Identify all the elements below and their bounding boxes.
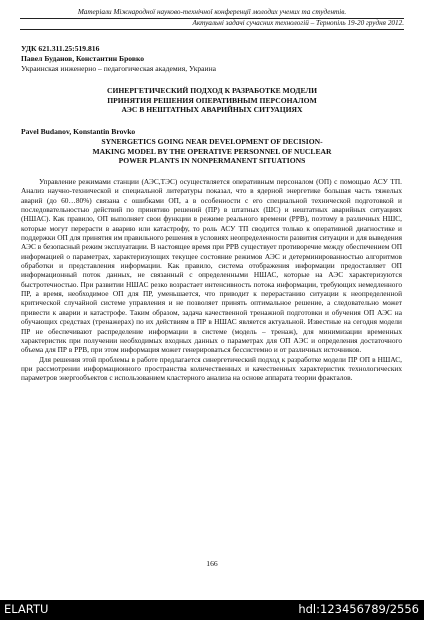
affiliation: Украинская инженерно – педагогическая академия, Украина [21, 64, 217, 73]
authors-en: Pavel Budanov, Konstantin Brovko [21, 127, 136, 136]
title-en-line: POWER PLANTS IN NONPERMANENT SITUATIONS [118, 156, 306, 166]
repository-footer-bar [0, 600, 424, 620]
title-en-line: MAKING MODEL BY THE OPERATIVE PERSONNEL OF NUCLEAR [92, 146, 332, 156]
handle-id[interactable]: hdl:123456789/2556 [298, 602, 419, 616]
title-ru-line: АЭС В НЕШТАТНЫХ АВАРИЙНЫХ СИТУАЦИЯХ [121, 105, 303, 115]
body-paragraph: Управление режимами станции (АЭС,ТЭС) осуществляется оперативным персоналом (ОП) с помощью АСУ ТП. Анализ научно-технической и специальной литературы показал, что в ядерной энергетике большая часть тяжелых аварий (до 60…80%) связана с ошибками ОП, а в особенности с его специальной технической подготовкой и последовательностью действий по принятию решений (ПР) в штатных (ШС) и нештатных аварийных ситуациях (НШАС). Как правило, ОП выполняет свои функции в режиме реального времени (РРВ), поэтому в различных НШС, которые могут перерасти в аварию или катастрофу, то роль АСУ ТП сводится только к оперативной диагностике и поддержки ОП для принятия им правильного решения в условиях неопределенности развития ситуации и для выведения АЭС в безопасный режим эксплуатации. В настоящее время при РРВ существует противоречие между обеспечением ОП информацией о параметрах, характеризующих текущее состояние режимов АЭС и детерминированностью алгоритмов обработки и представления информации. Как правило, система отображения информации предоставляет ОП информационный поток данных, не связанный с определенными НШАС, которые на АЭС характеризуются быстротечностью. При развитии НШАС резко возрастает интенсивность потока информации, требующих немедленного ПР, а время, необходимое ОП для ПР, уменьшается, что приводит к перерастанию ситуации к неопределенной критической случайной системе управления и не позволяет принять оптимальное решение, а следовательно может привести к аварии и катастрофе. Таким образом, задача качественной тренажной подготовки и обучения ОП АЭС на обучающих средствах (тренажерах) по их действиям в ПР в НШАС является актуальной. Известные на сегодня модели ПР не обеспечивают распределение информации в системе (модель – тренаж), для минимизации временных характеристик при получении необходимых входных данных о параметрах для ОП АЭС и определения достаточного объема для ПР в РРВ, при этом информация может генерироваться бессистемно и от различных источников. [21, 177, 402, 355]
title-en [21, 137, 403, 166]
conference-header [20, 8, 404, 30]
article-meta [21, 44, 401, 74]
title-ru-line: ПРИНЯТИЯ РЕШЕНИЯ ОПЕРАТИВНЫМ ПЕРСОНАЛОМ [107, 95, 317, 105]
udc-code: УДК 621.311.25:519.816 [21, 44, 100, 53]
header-line-1: Матеріали Міжнародної науково-технічної конференції молодих учених та студентів. [77, 8, 347, 16]
header-line-2: Актуальні задачі сучасних технологій – Тернопіль 19-20 грудня 2012. [192, 19, 404, 27]
title-ru-line: СИНЕРГЕТИЧЕСКИЙ ПОДХОД К РАЗРАБОТКЕ МОДЕЛИ [106, 86, 317, 95]
title-ru [21, 86, 403, 115]
header-rule-2 [20, 29, 404, 30]
page-number: 166 [206, 559, 218, 568]
body-paragraph: Для решения этой проблемы в работе предлагается синергетический подход к разработке модели ПР ОП в НШАС, при рассмотрении информационного пространства количественных и качественных характеристик технологических параметров энергообъектов с использованием кластерного анализа на основе аппарата теории фракталов. [21, 354, 402, 383]
body-text [21, 177, 402, 383]
title-en-line: SYNERGETICS GOING NEAR DEVELOPMENT OF DECISION- [101, 137, 323, 146]
repository-name[interactable]: ELARTU [4, 602, 49, 616]
authors-ru: Павел Буданов, Константин Бровко [21, 54, 145, 63]
